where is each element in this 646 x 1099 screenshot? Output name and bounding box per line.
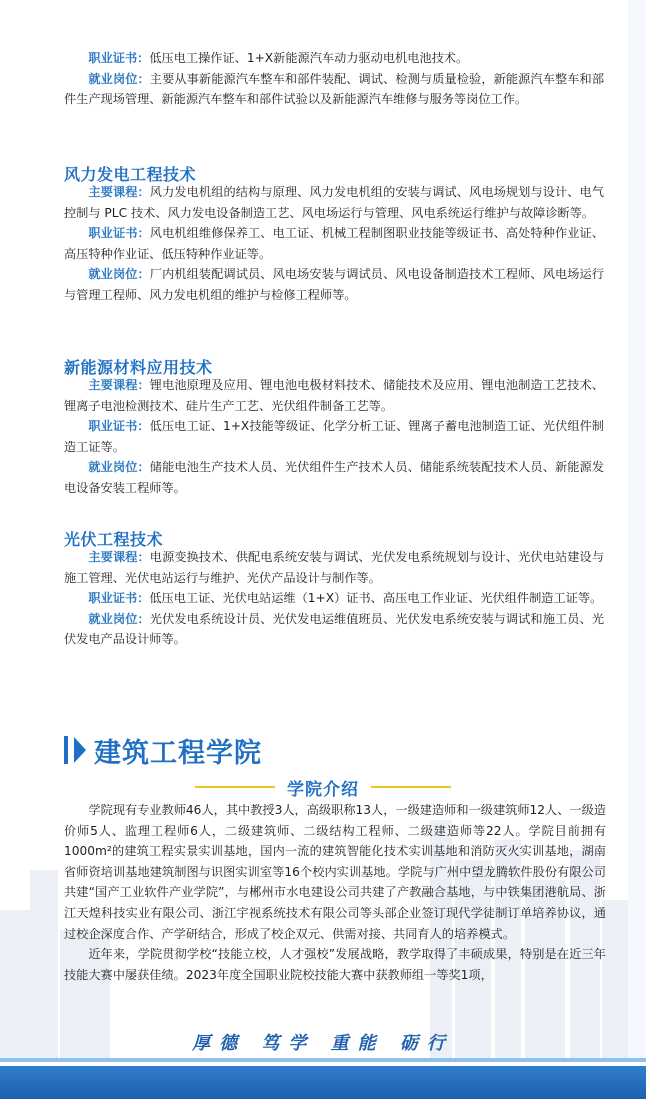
course-text: 电源变换技术、供配电系统安装与调试、光伏发电系统规划与设计、光伏电站建设与施工管理、光伏电站运行与维护、光伏产品设计与制作等。 [64,550,605,585]
course-text: 锂电池原理及应用、锂电池电极材料技术、储能技术及应用、锂电池制造工艺技术、锂离子电池检测技术、硅片生产工艺、光伏组件制备工艺等。 [64,378,605,413]
college-intro [64,800,606,985]
major-block-new-energy-materials [64,375,604,499]
jobs-text: 主要从事新能源汽车整车和部件装配、调试、检测与质量检验，新能源汽车整车和部件生产现场管理、新能源汽车整车和部件试验以及新能源汽车维修与服务等岗位工作。 [64,71,605,107]
course-paragraph [64,182,604,223]
college-heading [64,730,262,770]
cert-text: 低压电工证、光伏电站运维（1+X）证书、高压电工作业证、光伏组件制造工证等。 [149,591,603,606]
jobs-paragraph [64,609,604,650]
heading-bar-icon [64,736,68,764]
course-label: 主要课程： [88,378,150,392]
major-title-new-energy-materials: 新能源材料应用技术 [64,358,213,377]
jobs-label: 就业岗位： [88,267,150,282]
top-major-block [64,48,604,110]
course-paragraph [64,547,604,588]
intro-paragraph-1: 学院现有专业教师46人，其中教授3人，高级职称13人，一级建造师和一级建筑师12人、一级造价师5人、监理工程师6人，二级建筑师、二级结构工程师、二级建造师等22人。学院目前拥有1000m²的建筑工程实景实训基地，国内一流的建筑智能化技术实训基地和消防灭火实训基地，湖南省师资培训基地建筑制图与识图实训室等16个校内实训基地。学院与广州中望龙腾软件股份有限公司共建“国产工业软件产业学院”，与郴州市水电建设公司共建了产教融合基地，与中铁集团港航局、浙江天煌科技实业有限公司、浙江宇视系统技术有限公司等头部企业签订现代学徒制订单培养协议，通过校企深度合作、产学研结合，形成了校企双元、供需对接、共同育人的培养模式。 [64,803,606,941]
jobs-label: 就业岗位： [88,460,150,475]
section-title: 学院介绍 [287,779,359,800]
section-divider-right [371,786,451,788]
jobs-paragraph [64,264,604,305]
jobs-text: 厂内机组装配调试员、风电场安装与调试员、风电设备制造技术工程师、风电场运行与管理工程师、风力发电机组的维护与检修工程师等。 [64,267,605,302]
section-heading [0,772,646,802]
major-title-wind-power: 风力发电工程技术 [64,165,197,184]
footer-bar [0,1066,646,1099]
major-block-wind-power [64,182,604,306]
cert-paragraph [64,588,604,609]
jobs-text: 光伏发电系统设计员、光伏发电运维值班员、光伏发电系统安装与调试和施工员、光伏发电产品设计师等。 [64,611,605,647]
jobs-paragraph [64,457,604,498]
major-title-photovoltaic: 光伏工程技术 [64,530,164,549]
cert-text: 低压电工操作证、1+X新能源汽车动力驱动电机电池技术。 [149,51,469,65]
course-label: 主要课程： [88,185,150,199]
cert-label: 职业证书： [88,226,150,241]
cert-label: 职业证书： [88,419,150,434]
course-text: 风力发电机组的结构与原理、风力发电机组的安装与调试、风电场规划与设计、电气控制与 PLC 技术、风力发电设备制造工艺、风电场运行与管理、风电系统运行维护与故障诊断等。 [64,185,605,220]
heading-arrow-icon [74,737,86,763]
cert-text: 风电机组维修保养工、电工证、机械工程制图职业技能等级证书、高处特种作业证、高压特种作业证、低压特种作业证等。 [64,226,605,261]
course-label: 主要课程： [88,550,150,564]
college-title: 建筑工程学院 [94,737,262,769]
footer-stripe [0,1058,646,1062]
cert-paragraph [64,416,604,457]
section-divider-left [195,786,275,788]
intro-paragraph-2: 近年来，学院贯彻学校“技能立校，人才强校”发展战略，教学取得了丰硕成果，特别是在近三年技能大赛中屡获佳绩。2023年度全国职业院校技能大赛中获教师组一等奖1项， [64,947,606,982]
jobs-label: 就业岗位： [88,611,150,626]
course-paragraph [64,375,604,416]
cert-paragraph [64,48,604,69]
school-motto [0,1024,646,1060]
page-edge-shade [628,0,646,1058]
major-block-photovoltaic [64,547,604,650]
cert-text: 低压电工证、1+X技能等级证、化学分析工证、锂离子蓄电池制造工证、光伏组件制造工证等。 [64,419,604,454]
jobs-text: 储能电池生产技术人员、光伏组件生产技术人员、储能系统装配技术人员、新能源发电设备安装工程师等。 [64,460,605,495]
jobs-paragraph [64,69,604,110]
cert-paragraph [64,223,604,264]
jobs-label: 就业岗位： [88,71,150,86]
cert-label: 职业证书： [88,51,150,65]
motto-text: 厚德 笃学 重能 砺行 [192,1033,454,1054]
cert-label: 职业证书： [88,591,150,606]
